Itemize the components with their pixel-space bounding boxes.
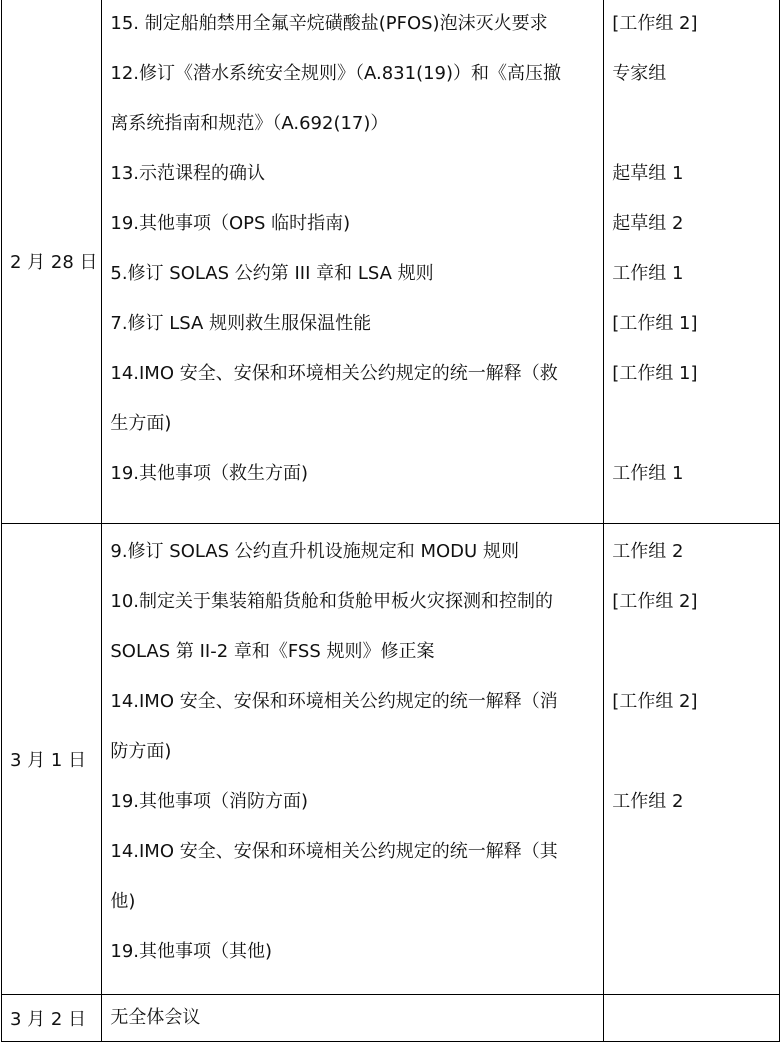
- date-cell: [2, 995, 102, 1042]
- agenda-item: 13.示范课程的确认: [110, 163, 266, 184]
- agenda-item: 14.IMO 安全、安保和环境相关公约规定的统一解释（消: [110, 691, 558, 712]
- group-label: [604, 827, 779, 877]
- date-label: 3 月 2 日: [10, 1009, 87, 1030]
- group-label: 工作组 2: [612, 541, 684, 562]
- date-label: 2 月 28 日: [10, 252, 98, 273]
- group-cell: [604, 524, 780, 995]
- group-cell: [604, 0, 780, 524]
- agenda-item: 15. 制定船舶禁用全氟辛烷磺酸盐(PFOS)泡沫灭火要求: [110, 13, 548, 34]
- agenda-item: 7.修订 LSA 规则救生服保温性能: [110, 313, 372, 334]
- agenda-item: 19.其他事项（救生方面): [110, 463, 309, 484]
- agenda-item: 无全体会议: [110, 1007, 201, 1028]
- group-label: [工作组 2]: [612, 691, 698, 712]
- group-label: [工作组 2]: [612, 591, 698, 612]
- agenda-item: 5.修订 SOLAS 公约第 III 章和 LSA 规则: [110, 263, 434, 284]
- table-row: [2, 995, 780, 1042]
- group-label: 工作组 1: [612, 263, 684, 284]
- group-label: [604, 399, 779, 449]
- agenda-item: 他): [110, 891, 136, 912]
- agenda-item: 14.IMO 安全、安保和环境相关公约规定的统一解释（救: [110, 363, 558, 384]
- agenda-table: [1, 0, 780, 1042]
- group-label: [604, 627, 779, 677]
- items-cell: [102, 995, 604, 1042]
- date-cell: [2, 0, 102, 524]
- group-label: [604, 927, 779, 977]
- table-row: [2, 0, 780, 524]
- group-label: [604, 995, 779, 1041]
- group-label: [604, 99, 779, 149]
- agenda-item: 防方面): [110, 741, 172, 762]
- group-label: 起草组 1: [612, 163, 684, 184]
- agenda-item: SOLAS 第 II-2 章和《FSS 规则》修正案: [110, 641, 435, 662]
- group-label: 起草组 2: [612, 213, 684, 234]
- group-label: [工作组 2]: [612, 13, 698, 34]
- group-label: [工作组 1]: [612, 363, 698, 384]
- items-cell: [102, 524, 604, 995]
- table-row: [2, 524, 780, 995]
- agenda-item: 14.IMO 安全、安保和环境相关公约规定的统一解释（其: [110, 841, 558, 862]
- agenda-item: 9.修订 SOLAS 公约直升机设施规定和 MODU 规则: [110, 541, 519, 562]
- agenda-item: 19.其他事项（OPS 临时指南): [110, 213, 351, 234]
- group-label: [工作组 1]: [612, 313, 698, 334]
- agenda-body: [2, 0, 780, 1042]
- group-cell: [604, 995, 780, 1042]
- group-label: [604, 877, 779, 927]
- items-cell: [102, 0, 604, 524]
- group-label: [604, 727, 779, 777]
- agenda-item: 生方面): [110, 413, 172, 434]
- agenda-item: 10.制定关于集装箱船货舱和货舱甲板火灾探测和控制的: [110, 591, 553, 612]
- agenda-item: 19.其他事项（消防方面): [110, 791, 309, 812]
- date-cell: [2, 524, 102, 995]
- agenda-item: 离系统指南和规范》（A.692(17)）: [110, 113, 389, 134]
- group-label: 工作组 2: [612, 791, 684, 812]
- group-label: 专家组: [612, 63, 667, 84]
- group-label: 工作组 1: [612, 463, 684, 484]
- date-label: 3 月 1 日: [10, 750, 87, 771]
- agenda-item: 19.其他事项（其他): [110, 941, 273, 962]
- agenda-item: 12.修订《潜水系统安全规则》（A.831(19)）和《高压撤: [110, 63, 562, 84]
